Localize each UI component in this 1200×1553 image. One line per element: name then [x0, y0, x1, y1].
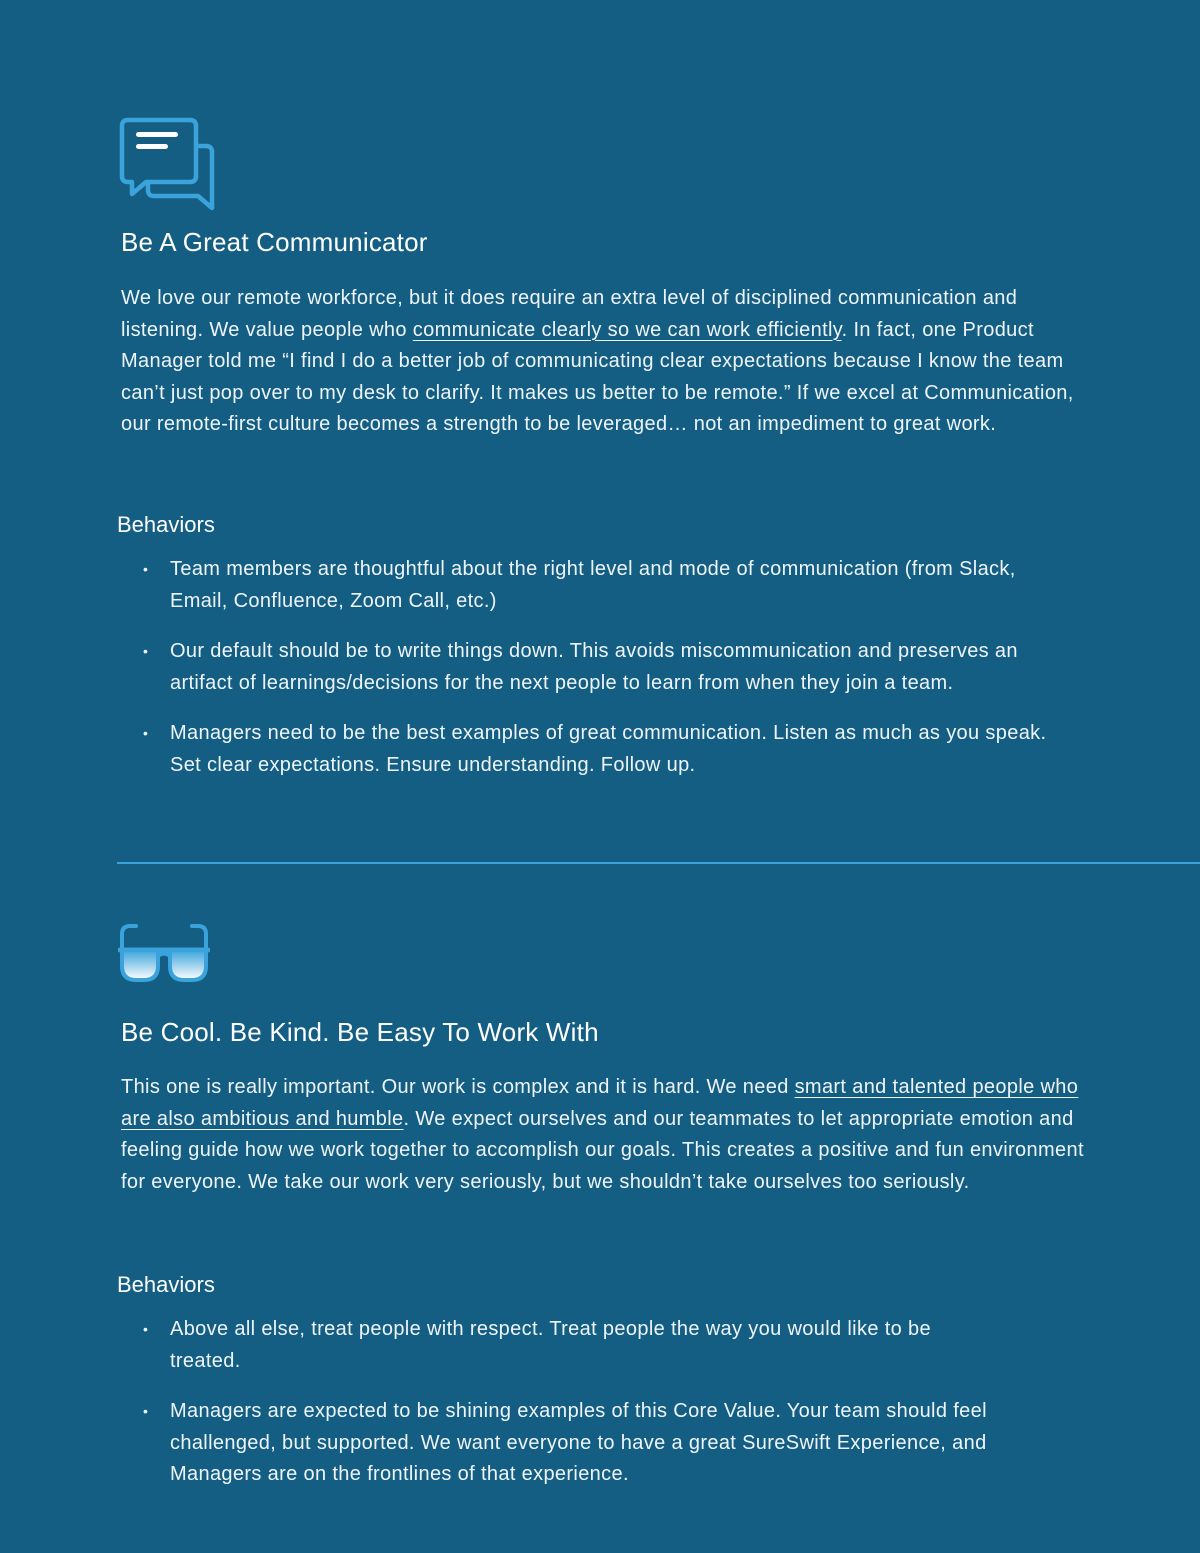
- chat-bubbles-icon: [118, 112, 218, 212]
- list-item-text: Our default should be to write things down. This avoids miscommunication and preserves an artifact of learnings/decisions for the next people to learn from when they join a team.: [170, 640, 1018, 694]
- paragraph-text: We love our remote workforce, but it does require an extra level of disciplined communication and listening. We value people who: [121, 287, 1018, 341]
- bullet-dot-icon: •: [143, 643, 149, 659]
- list-item: [140, 554, 1060, 617]
- behaviors-heading: Behaviors: [117, 1272, 215, 1297]
- behaviors-list: [140, 554, 1060, 800]
- bullet-dot-icon: •: [143, 725, 149, 741]
- list-item: [140, 1314, 1060, 1377]
- section-paragraph: [121, 283, 1086, 441]
- behaviors-list: [140, 1314, 1060, 1510]
- bullet-dot-icon: •: [143, 561, 149, 577]
- paragraph-text: This one is really important. Our work is complex and it is hard. We need: [121, 1076, 795, 1098]
- list-item: [140, 636, 1060, 699]
- bullet-dot-icon: •: [143, 1321, 149, 1337]
- list-item-text: Managers need to be the best examples of great communication. Listen as much as you speak. Set clear expectations. Ensure understanding. Follow up.: [170, 722, 1047, 776]
- list-item: [140, 1396, 1060, 1491]
- section-title: Be A Great Communicator: [121, 227, 428, 257]
- list-item-text: Managers are expected to be shining examples of this Core Value. Your team should feel challenged, but supported. We want everyone to have a great SureSwift Experience, and Managers are on the frontlines of that experience.: [170, 1400, 987, 1485]
- section-title: Be Cool. Be Kind. Be Easy To Work With: [121, 1017, 599, 1047]
- paragraph-link-text: smart and talented people who are also ambitious and humble: [121, 1076, 1079, 1130]
- list-item: [140, 718, 1060, 781]
- glasses-icon: [118, 920, 210, 986]
- list-item-text: Above all else, treat people with respect. Treat people the way you would like to be treated.: [170, 1318, 931, 1372]
- paragraph-text-cont: . We expect ourselves and our teammates to let appropriate emotion and feeling guide how we work together to accomplish our goals. This creates a positive and fun environment for everyone. We take our work very seriously, but we shouldn’t take ourselves too seriously.: [121, 1107, 1084, 1193]
- section-divider: [117, 862, 1200, 864]
- list-item-text: Team members are thoughtful about the right level and mode of communication (from Slack, Email, Confluence, Zoom Call, etc.): [170, 558, 1016, 612]
- behaviors-heading: Behaviors: [117, 512, 215, 537]
- paragraph-link-text: communicate clearly so we can work efficiently: [412, 318, 842, 341]
- section-paragraph: [121, 1072, 1086, 1198]
- bullet-dot-icon: •: [143, 1403, 149, 1419]
- paragraph-text-cont: . In fact, one Product Manager told me “I find I do a better job of communicating clear expectations because I know the team can’t just pop over to my desk to clarify. It makes us better to be remote.” If we excel at Communication, our remote-first culture becomes a strength to be leveraged… not an impediment to great work.: [121, 318, 1074, 435]
